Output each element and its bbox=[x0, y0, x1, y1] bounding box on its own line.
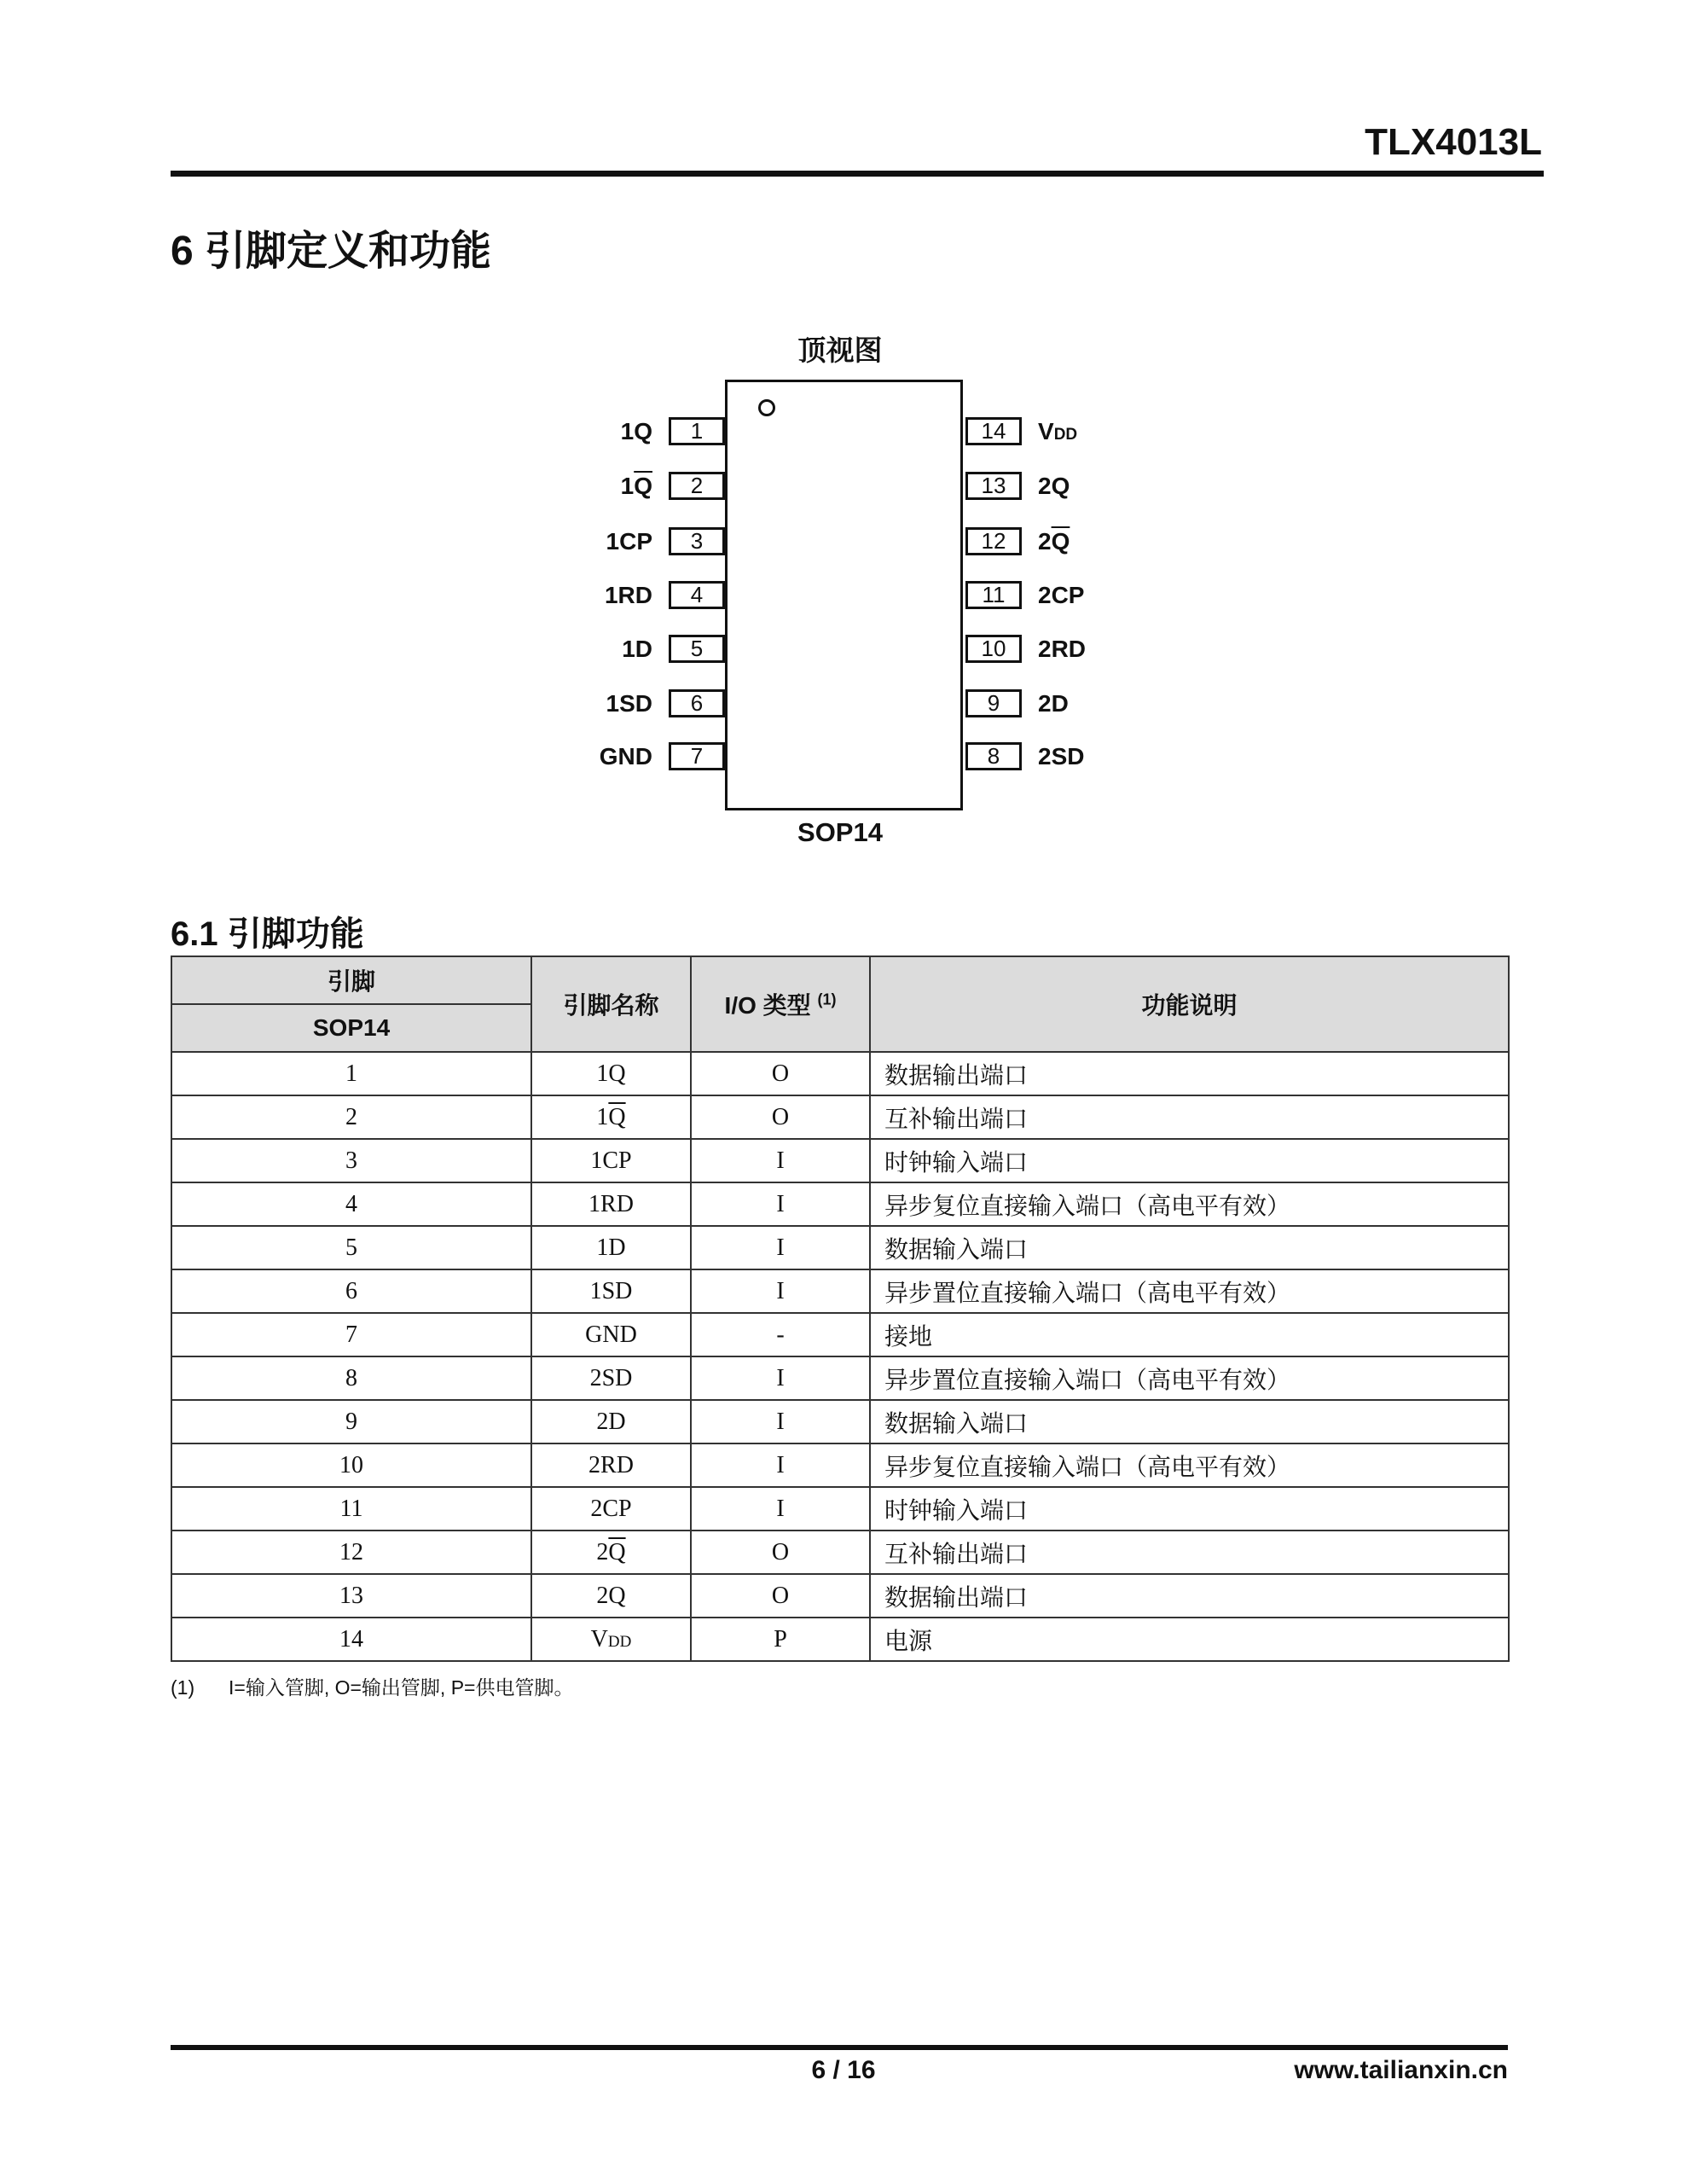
overline-char: $\overline{Q}$ bbox=[608, 1103, 626, 1130]
cell-pin: 8 bbox=[171, 1356, 531, 1400]
cell-io-type: I bbox=[691, 1356, 870, 1400]
cell-pin: 13 bbox=[171, 1574, 531, 1618]
table-row bbox=[171, 1356, 1509, 1400]
cell-description: 互补输出端口 bbox=[870, 1095, 1509, 1139]
cell-pin: 4 bbox=[171, 1182, 531, 1226]
pin-label-4: 1RD bbox=[604, 582, 652, 608]
cell-io-type: O bbox=[691, 1531, 870, 1574]
pin-box-12: 12 bbox=[965, 527, 1022, 555]
cell-io-type: I bbox=[691, 1400, 870, 1443]
pin-label-8: 2SD bbox=[1038, 743, 1085, 770]
table-row bbox=[171, 1618, 1509, 1661]
page-number: 6 / 16 bbox=[811, 2056, 876, 2084]
cell-pin-name: 1Q bbox=[531, 1052, 691, 1095]
overline-char: $\overline{Q}$ bbox=[1051, 528, 1070, 555]
pin-label-11: 2CP bbox=[1038, 582, 1085, 608]
cell-pin: 2 bbox=[171, 1095, 531, 1139]
cell-pin: 14 bbox=[171, 1618, 531, 1661]
pin-box-9: 9 bbox=[965, 689, 1022, 717]
header-function: 功能说明 bbox=[870, 956, 1509, 1052]
cell-io-type: O bbox=[691, 1574, 870, 1618]
cell-pin: 3 bbox=[171, 1139, 531, 1182]
cell-description: 异步置位直接输入端口（高电平有效） bbox=[870, 1269, 1509, 1313]
cell-description: 异步复位直接输入端口（高电平有效） bbox=[870, 1443, 1509, 1487]
cell-pin-name: 1CP bbox=[531, 1139, 691, 1182]
header-divider bbox=[171, 171, 1544, 177]
cell-io-type: I bbox=[691, 1269, 870, 1313]
document-title: TLX4013L bbox=[1365, 121, 1542, 163]
header-io-type-label: I/O 类型 bbox=[724, 992, 811, 1019]
cell-pin: 5 bbox=[171, 1226, 531, 1269]
header-pin: 引脚 bbox=[171, 956, 531, 1004]
pin-label-9: 2D bbox=[1038, 690, 1069, 717]
website-link[interactable]: www.tailianxin.cn bbox=[1294, 2056, 1508, 2084]
table-row bbox=[171, 1574, 1509, 1618]
table-row bbox=[171, 1487, 1509, 1531]
cell-pin-name: 2D bbox=[531, 1400, 691, 1443]
footnote-text: I=输入管脚, O=输出管脚, P=供电管脚。 bbox=[229, 1676, 574, 1699]
pin-label-3: 1CP bbox=[606, 528, 652, 555]
pin-label-14: VDD bbox=[1038, 418, 1078, 444]
cell-pin-name: GND bbox=[531, 1313, 691, 1356]
table-row bbox=[171, 1226, 1509, 1269]
package-label: SOP14 bbox=[797, 817, 883, 847]
cell-description: 数据输出端口 bbox=[870, 1052, 1509, 1095]
cell-io-type: O bbox=[691, 1095, 870, 1139]
cell-description: 时钟输入端口 bbox=[870, 1487, 1509, 1531]
cell-pin-name: $1\overline{Q}$ bbox=[531, 1095, 691, 1139]
cell-pin: 12 bbox=[171, 1531, 531, 1574]
pin-table-body bbox=[171, 1052, 1509, 1661]
cell-pin-name: 2RD bbox=[531, 1443, 691, 1487]
cell-pin-name: 2Q bbox=[531, 1574, 691, 1618]
cell-description: 数据输入端口 bbox=[870, 1226, 1509, 1269]
pin-label-10: 2RD bbox=[1038, 636, 1087, 662]
pin-label-1: 1Q bbox=[620, 418, 652, 444]
table-row bbox=[171, 1400, 1509, 1443]
table-row bbox=[171, 1182, 1509, 1226]
cell-io-type: I bbox=[691, 1139, 870, 1182]
cell-description: 异步置位直接输入端口（高电平有效） bbox=[870, 1356, 1509, 1400]
cell-pin-name: 1SD bbox=[531, 1269, 691, 1313]
pin-box-7: 7 bbox=[669, 742, 725, 770]
cell-pin: 6 bbox=[171, 1269, 531, 1313]
cell-pin-name: 1D bbox=[531, 1226, 691, 1269]
table-row bbox=[171, 1313, 1509, 1356]
pin-box-4: 4 bbox=[669, 581, 725, 609]
footnote bbox=[171, 1672, 573, 1700]
table-row bbox=[171, 1139, 1509, 1182]
pin-box-2: 2 bbox=[669, 472, 725, 500]
cell-description: 电源 bbox=[870, 1618, 1509, 1661]
cell-description: 数据输入端口 bbox=[870, 1400, 1509, 1443]
cell-description: 接地 bbox=[870, 1313, 1509, 1356]
cell-io-type: - bbox=[691, 1313, 870, 1356]
subsection-title: 6.1 引脚功能 bbox=[171, 915, 364, 953]
subscript-text: DD bbox=[607, 1632, 632, 1651]
pin-function-table bbox=[171, 956, 1510, 1662]
pin-box-5: 5 bbox=[669, 635, 725, 663]
cell-pin: 1 bbox=[171, 1052, 531, 1095]
pin-label-6: 1SD bbox=[606, 690, 652, 717]
footer-divider bbox=[171, 2045, 1508, 2050]
cell-description: 异步复位直接输入端口（高电平有效） bbox=[870, 1182, 1509, 1226]
cell-pin-name: $2\overline{Q}$ bbox=[531, 1531, 691, 1574]
cell-io-type: P bbox=[691, 1618, 870, 1661]
overline-char: $\overline{Q}$ bbox=[634, 473, 652, 499]
pin-box-11: 11 bbox=[965, 581, 1022, 609]
header-io-type bbox=[691, 956, 870, 1052]
cell-description: 时钟输入端口 bbox=[870, 1139, 1509, 1182]
pin-box-14: 14 bbox=[965, 417, 1022, 445]
table-row bbox=[171, 1443, 1509, 1487]
cell-pin: 10 bbox=[171, 1443, 531, 1487]
subscript-text: DD bbox=[1053, 426, 1078, 444]
cell-pin-name: 1RD bbox=[531, 1182, 691, 1226]
chip-body bbox=[725, 380, 963, 810]
table-row bbox=[171, 1052, 1509, 1095]
pin-box-1: 1 bbox=[669, 417, 725, 445]
pin-box-13: 13 bbox=[965, 472, 1022, 500]
table-row bbox=[171, 1095, 1509, 1139]
cell-pin: 11 bbox=[171, 1487, 531, 1531]
cell-pin-name: VDD bbox=[531, 1618, 691, 1661]
cell-pin-name: 2SD bbox=[531, 1356, 691, 1400]
cell-pin-name: 2CP bbox=[531, 1487, 691, 1531]
pin-label-7: GND bbox=[599, 743, 652, 770]
cell-io-type: I bbox=[691, 1226, 870, 1269]
pin-box-6: 6 bbox=[669, 689, 725, 717]
section-title: 6 引脚定义和功能 bbox=[171, 229, 492, 274]
cell-pin: 9 bbox=[171, 1400, 531, 1443]
cell-description: 数据输出端口 bbox=[870, 1574, 1509, 1618]
pin-label-13: 2Q bbox=[1038, 473, 1070, 499]
cell-pin: 7 bbox=[171, 1313, 531, 1356]
cell-io-type: I bbox=[691, 1443, 870, 1487]
pin-box-8: 8 bbox=[965, 742, 1022, 770]
cell-description: 互补输出端口 bbox=[870, 1531, 1509, 1574]
cell-io-type: O bbox=[691, 1052, 870, 1095]
table-row bbox=[171, 1269, 1509, 1313]
cell-io-type: I bbox=[691, 1487, 870, 1531]
pin-box-3: 3 bbox=[669, 527, 725, 555]
pin-label-12: $2\overline{Q}$ bbox=[1038, 528, 1070, 555]
cell-io-type: I bbox=[691, 1182, 870, 1226]
header-pin-name: 引脚名称 bbox=[531, 956, 691, 1052]
footnote-mark: (1) bbox=[171, 1676, 195, 1699]
pin1-indicator-icon bbox=[758, 399, 775, 416]
table-row bbox=[171, 1531, 1509, 1574]
overline-char: $\overline{Q}$ bbox=[608, 1538, 626, 1565]
pin-label-2: $1\overline{Q}$ bbox=[620, 473, 652, 499]
pinout-view-title: 顶视图 bbox=[797, 334, 883, 366]
header-io-type-note: (1) bbox=[817, 990, 837, 1008]
header-sop14: SOP14 bbox=[171, 1004, 531, 1052]
pin-box-10: 10 bbox=[965, 635, 1022, 663]
pin-label-5: 1D bbox=[622, 636, 652, 662]
